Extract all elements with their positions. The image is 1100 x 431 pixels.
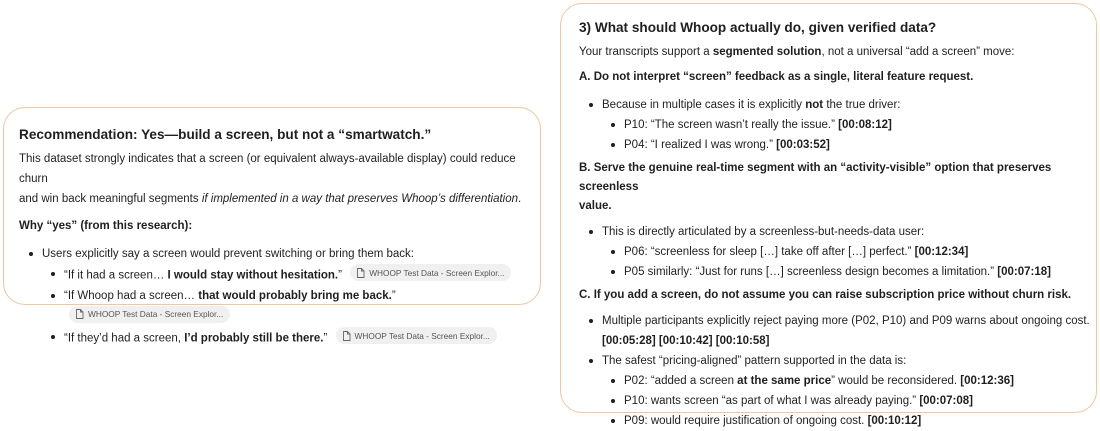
document-icon (342, 331, 351, 341)
quote-bold: that would probably bring me back. (198, 289, 392, 302)
bullet-bold: not (805, 99, 824, 111)
evidence-text: P10: “The screen wasn’t really the issue.” (624, 119, 839, 131)
evidence-item (579, 135, 1096, 155)
intro-line-1: This dataset strongly indicates that a screen (or equivalent always-available display) could reduce churn (19, 153, 516, 185)
quote-end: ” (338, 269, 342, 282)
quote-bold: I would stay without hesitation. (167, 269, 339, 282)
section-b-list (579, 222, 1096, 282)
list-item (579, 351, 1096, 371)
intro-text: Your transcripts support a (579, 46, 713, 58)
section-c-list (579, 311, 1096, 431)
quote-bold: I’d probably still be there. (184, 332, 324, 345)
intro-end: , not a universal “add a screen” move: (821, 46, 1015, 58)
document-icon (356, 268, 365, 278)
timestamp: [00:03:52] (776, 139, 830, 151)
list-item (579, 222, 1096, 242)
quote-text: “If they’d had a screen, (64, 332, 185, 345)
timestamp: [00:05:28] [00:10:42] [00:10:58] (602, 335, 770, 347)
evidence-text: P04: “I realized I was wrong.” (624, 139, 777, 151)
intro-end: . (518, 193, 522, 205)
recommendation-title: Recommendation: Yes—build a screen, but not a “smartwatch.” (19, 127, 432, 142)
document-icon (75, 309, 84, 319)
source-chip[interactable] (336, 327, 497, 344)
evidence-item (579, 411, 1096, 431)
evidence-text: P09: would require justification of ongoing cost. (624, 415, 868, 427)
bullet-text: This is directly articulated by a screenless-but-needs-data user: (602, 226, 925, 238)
section-b-heading-line-1: B. Serve the genuine real-time segment with an “activity-visible” option that preserves screenless (579, 162, 1052, 193)
action-plan-title: 3) What should Whoop actually do, given verified data? (579, 20, 937, 35)
quote-item (19, 327, 540, 349)
intro-line-2: and win back meaningful segments (19, 193, 202, 205)
quote-item (19, 264, 540, 286)
action-plan-card (560, 3, 1097, 427)
why-heading: Why “yes” (from this research): (19, 220, 193, 232)
section-a-list (579, 95, 1096, 155)
intro-bold: segmented solution (712, 46, 822, 58)
timestamp: [00:07:08] (919, 395, 974, 407)
timestamp: [00:12:34] (914, 246, 969, 258)
source-chip[interactable] (350, 264, 511, 281)
source-chip[interactable] (69, 306, 230, 323)
source-chip-label: WHOOP Test Data - Screen Explor... (369, 267, 505, 278)
intro-paragraph (19, 149, 540, 209)
source-chip-label: WHOOP Test Data - Screen Explor... (88, 309, 224, 319)
action-intro (579, 42, 1096, 62)
timestamp: [00:07:18] (997, 266, 1051, 278)
evidence-bold: at the same price (737, 375, 832, 387)
evidence-item (579, 115, 1096, 135)
evidence-item (579, 391, 1096, 411)
quote-text: “If it had a screen… (64, 269, 168, 282)
evidence-text: P02: “added a screen (624, 375, 738, 387)
bullet-text: Multiple participants explicitly reject paying more (P02, P10) and P09 warns about ongoing cost. (602, 315, 1090, 327)
evidence-text: P05 similarly: “Just for runs […] screenless design becomes a limitation.” (624, 266, 998, 278)
section-b-heading-line-2: value. (579, 200, 612, 212)
bullet-end: the true driver: (823, 99, 901, 111)
evidence-text: P06: “screenless for sleep […] take off after […] perfect.” (624, 246, 915, 258)
list-item (579, 95, 1096, 115)
evidence-text: P10: wants screen “as part of what I was already paying.” (624, 395, 920, 407)
section-a-heading: A. Do not interpret “screen” feedback as a single, literal feature request. (579, 71, 974, 83)
timestamp: [00:08:12] (838, 119, 892, 131)
evidence-item (579, 262, 1096, 282)
quote-end: ” (323, 332, 328, 345)
evidence-item (579, 371, 1096, 391)
evidence-end: ” would be reconsidered. (831, 375, 961, 387)
list-item (579, 311, 1096, 351)
why-list (19, 244, 540, 349)
bullet-text: Because in multiple cases it is explicitly (602, 99, 806, 111)
intro-italic: if implemented in a way that preserves Whoop’s differentiation (201, 193, 519, 205)
recommendation-card (3, 107, 541, 345)
timestamp: [00:12:36] (960, 375, 1014, 387)
source-chip-label: WHOOP Test Data - Screen Explor... (354, 330, 490, 341)
bullet-text: The safest “pricing-aligned” pattern supported in the data is: (602, 355, 907, 367)
section-c-heading: C. If you add a screen, do not assume you can raise subscription price without churn risk. (579, 289, 1072, 301)
evidence-item (579, 242, 1096, 262)
quote-text: “If Whoop had a screen… (64, 289, 199, 302)
quote-end: ” (391, 289, 396, 302)
timestamp: [00:10:12] (867, 415, 922, 427)
bullet-text: Users explicitly say a screen would prevent switching or bring them back: (42, 248, 414, 260)
section-b-heading (579, 159, 1096, 216)
quote-item (19, 286, 540, 328)
list-item (19, 244, 540, 264)
